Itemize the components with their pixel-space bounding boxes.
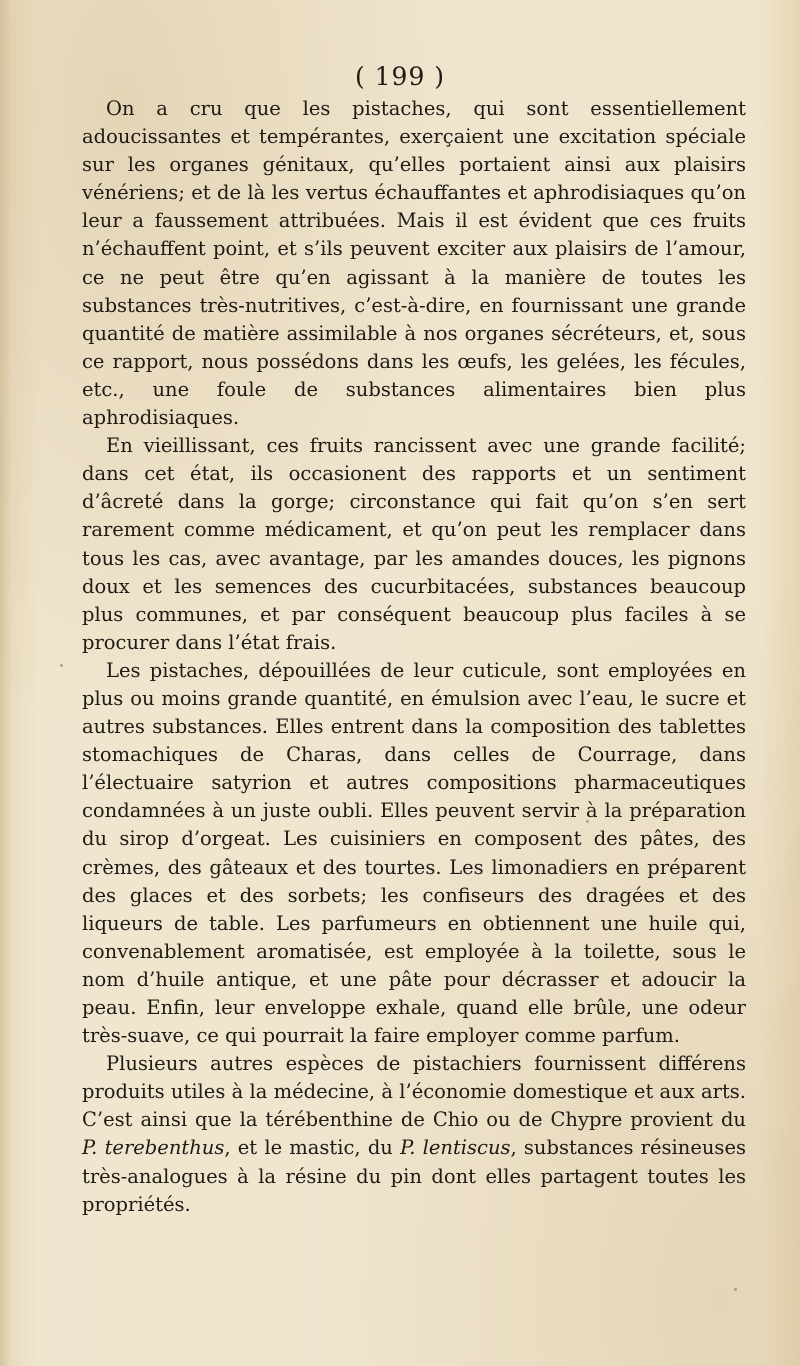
paragraph-1: On a cru que les pistaches, qui sont essentiellement adoucissantes et tempérantes, exerçaient une excitation spéciale sur les organes génitaux, qu’elles portaient ainsi aux plaisirs vénériens; et de là les vertus échauffantes et aphrodisiaques qu’on leur a faussement attribuées. Mais il est évident que ces fruits n’échauffent point, et s’ils peuvent exciter aux plaisirs de l’amour, ce ne peut être qu’en agissant à la manière de toutes les substances très-nutritives, c’est-à-dire, en fournissant une grande quantité de matière assimilable à nos organes sécréteurs, et, sous ce rapport, nous possédons dans les œufs, les gelées, les fécules, etc., une foule de substances alimentaires bien plus aphrodisiaques. bbox=[82, 97, 746, 430]
page-number: ( 199 ) bbox=[354, 62, 446, 91]
page-body-text bbox=[82, 95, 746, 1219]
paragraph-4-text-after: , substances résineuses très-analogues à la résine du pin dont elles partagent toutes les propriétés. bbox=[82, 1136, 746, 1216]
paragraph-4-text-before: Plusieurs autres espèces de pistachiers fournissent différens produits utiles à la médecine, à l’économie domestique et aux arts. C’est ainsi que la térébenthine de Chio ou de Chypre provient du bbox=[82, 1052, 746, 1132]
species-name-terebenthus: P. terebenthus bbox=[82, 1136, 225, 1160]
paragraph-3: Les pistaches, dépouillées de leur cuticule, sont employées en plus ou moins grande quantité, en émulsion avec l’eau, le sucre et autres substances. Elles entrent dans la composition des tablettes stomachiques de Charas, dans celles de Courrage, dans l’électuaire satyrion et autres compositions pharmaceutiques condamnées à un juste oubli. Elles peuvent servir à la préparation du sirop d’orgeat. Les cuisiniers en composent des pâtes, des crèmes, des gâteaux et des tourtes. Les limonadiers en préparent des glaces et des sorbets; les confiseurs des dragées et des liqueurs de table. Les parfumeurs en obtiennent une huile qui, convenablement aromatisée, est employée à la toilette, sous le nom d’huile antique, et une pâte pour décrasser et adoucir la peau. Enfin, leur enveloppe exhale, quand elle brûle, une odeur très-suave, ce qui pourrait la faire employer comme parfum. bbox=[82, 658, 746, 1048]
paper-speck bbox=[60, 664, 63, 667]
paragraph-2: En vieillissant, ces fruits rancissent avec une grande facilité; dans cet état, ils occasionent des rapports et un sentiment d’âcreté dans la gorge; circonstance qui fait qu’on s’en sert rarement comme médicament, et qu’on peut les remplacer dans tous les cas, avec avantage, par les amandes douces, les pignons doux et les semences des cucurbitacées, substances beaucoup plus communes, et par conséquent beaucoup plus faciles à se procurer dans l’état frais. bbox=[82, 434, 746, 654]
species-name-lentiscus: P. lentiscus bbox=[400, 1136, 511, 1160]
paper-speck bbox=[734, 1288, 737, 1291]
paper-speck bbox=[586, 820, 589, 823]
paragraph-4 bbox=[82, 1050, 746, 1219]
paragraph-4-text-middle: , et le mastic, du bbox=[224, 1136, 401, 1160]
